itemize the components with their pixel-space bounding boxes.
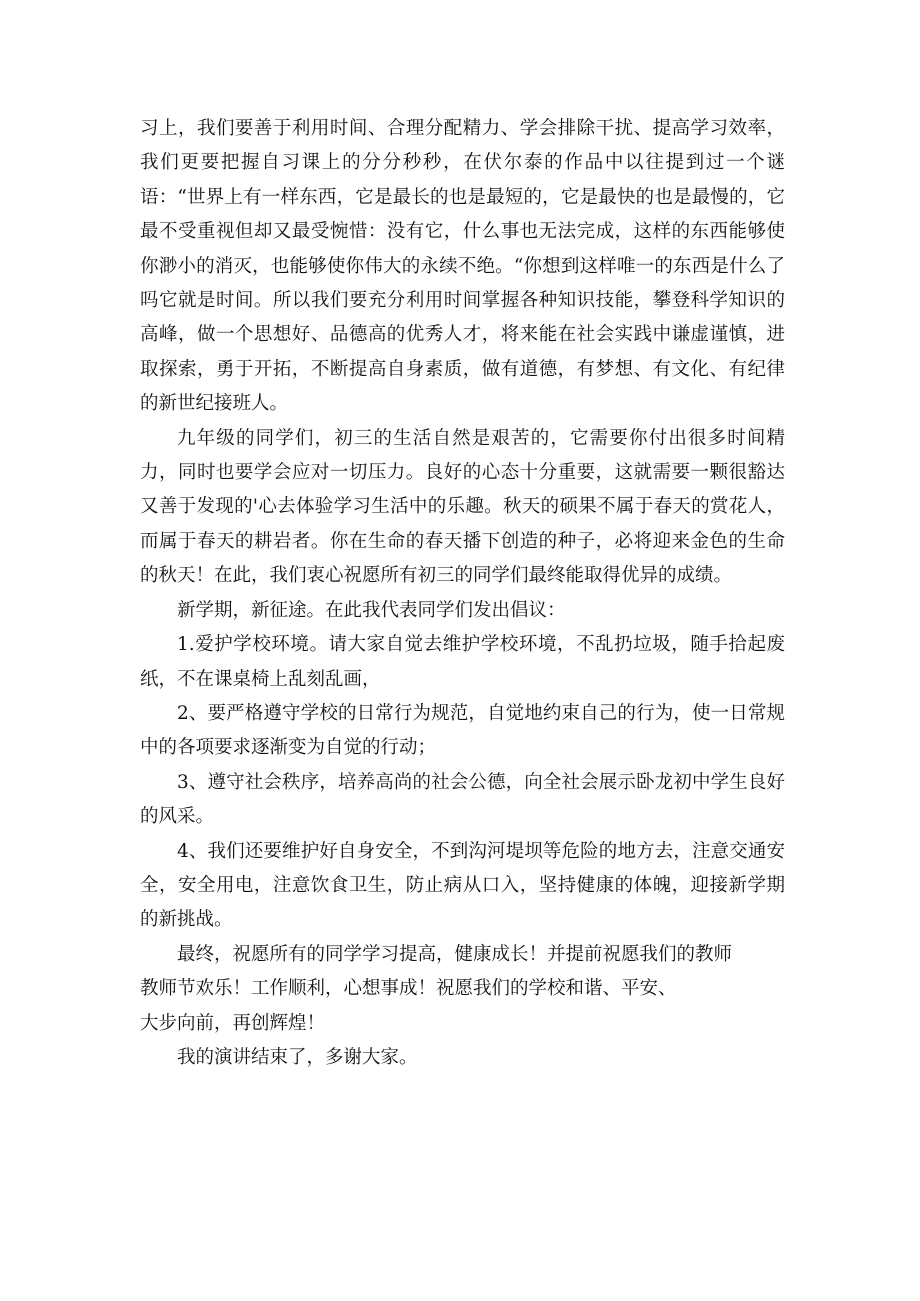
paragraph-proposal-intro: 新学期，新征途。在此我代表同学们发出倡议： <box>177 599 566 621</box>
closing-line-1: 最终，祝愿所有的同学学习提高，健康成长！并提前祝愿我们的教师 <box>177 943 733 965</box>
closing-line-2: 教师节欢乐！工作顺利，心想事成！祝愿我们的学校和谐、平安、 <box>140 978 677 1000</box>
paragraph-closing-wishes <box>140 938 785 1041</box>
proposal-item-2: 2、要严格遵守学校的日常行为规范，自觉地约束自己的行为，使一日常规中的各项要求逐渐变为自觉的行动； <box>140 702 785 759</box>
speech-text <box>140 112 785 1075</box>
paragraph-time-management: 习上，我们要善于利用时间、合理分配精力、学会排除干扰、提高学习效率，我们更要把握自习课上的分分秒秒，在伏尔泰的作品中以往提到过一个谜语：“世界上有一样东西，它是最长的也是最短的，它是最快的也是最慢的，它最不受重视但却又最受惋惜：没有它，什么事也无法完成，这样的东西能够使你渺小的消灭，也能够使你伟大的永续不绝。“你想到这样唯一的东西是什么了吗它就是时间。所以我们要充分利用时间掌握各种知识技能，攀登科学知识的高峰，做一个思想好、品德高的优秀人才，将来能在社会实践中谦虚谨慎，进取探索，勇于开拓，不断提高自身素质，做有道德，有梦想、有文化、有纪律的新世纪接班人。 <box>140 118 785 415</box>
paragraph-ending: 我的演讲结束了，多谢大家。 <box>177 1046 418 1068</box>
proposal-item-3: 3、遵守社会秩序，培养高尚的社会公德，向全社会展示卧龙初中学生良好的风采。 <box>140 771 785 828</box>
paragraph-ninth-grade: 九年级的同学们，初三的生活自然是艰苦的，它需要你付出很多时间精力，同时也要学会应对一切压力。良好的心态十分重要，这就需要一颗很豁达又善于发现的'心去体验学习生活中的乐趣。秋天的硕果不属于春天的赏花人，而属于春天的耕岩者。你在生命的春天播下创造的种子，必将迎来金色的生命的秋天！在此，我们衷心祝愿所有初三的同学们最终能取得优异的成绩。 <box>140 427 785 587</box>
closing-line-3: 大步向前，再创辉煌！ <box>140 1012 326 1034</box>
proposal-item-1: 1.爱护学校环境。请大家自觉去维护学校环境，不乱扔垃圾，随手拾起废纸，不在课桌椅上乱刻乱画， <box>140 634 785 690</box>
proposal-item-4: 4、我们还要维护好自身安全，不到沟河堤坝等危险的地方去，注意交通安全，安全用电，注意饮食卫生，防止病从口入，坚持健康的体魄，迎接新学期的新挑战。 <box>140 840 785 931</box>
